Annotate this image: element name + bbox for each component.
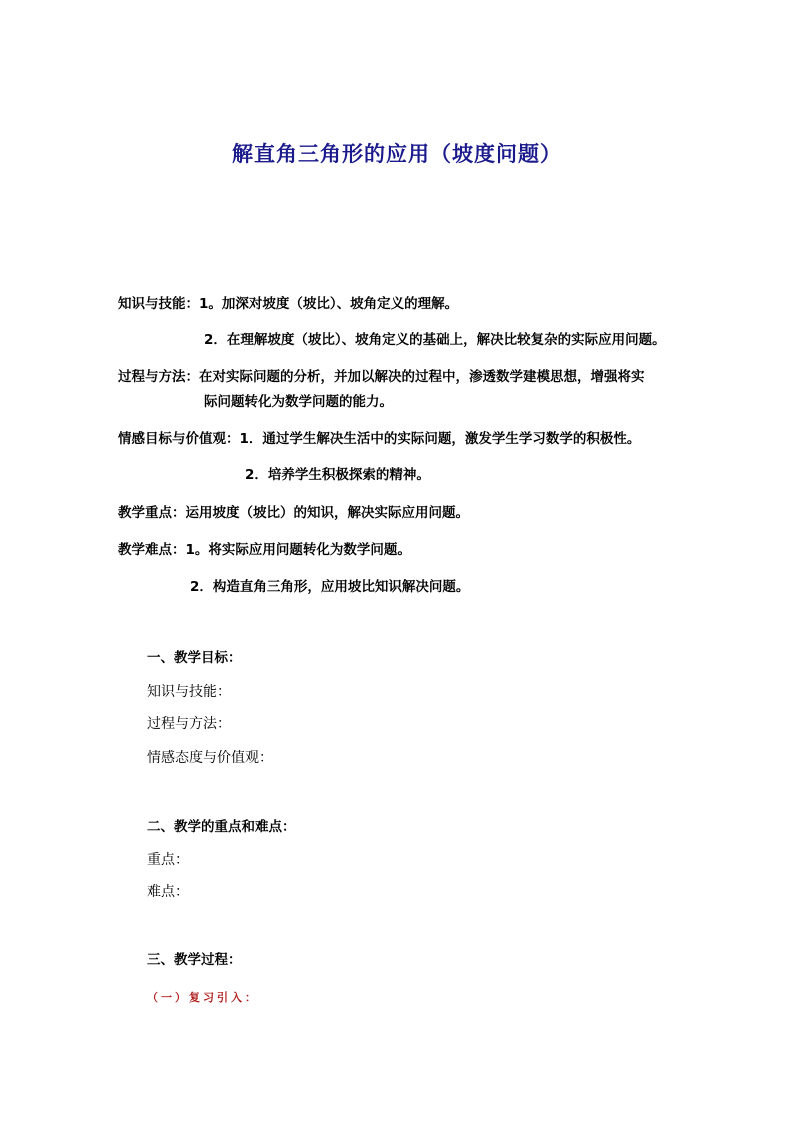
difficulty-line-1 — [118, 542, 411, 558]
process-line-1 — [118, 369, 645, 385]
section3-heading: 三、教学过程： — [147, 952, 242, 968]
emotion-line-1 — [118, 431, 640, 447]
emotion-item-1: 1．通过学生解决生活中的实际问题，激发学生学习数学的积极性。 — [239, 431, 641, 447]
section1-item-process: 过程与方法： — [147, 716, 231, 732]
section1-item-emotion: 情感态度与价值观： — [147, 750, 273, 766]
section2-item-difficulty: 难点： — [147, 884, 189, 900]
knowledge-item-1: 1。加深对坡度（坡比）、坡角定义的理解。 — [199, 296, 459, 312]
section1-item-knowledge: 知识与技能： — [147, 684, 231, 700]
section3-sub-review: （一）复习引入： — [147, 991, 259, 1004]
key-point-line: 教学重点：运用坡度（坡比）的知识，解决实际应用问题。 — [118, 505, 469, 521]
section1-heading: 一、教学目标： — [147, 650, 242, 666]
section2-heading: 二、教学的重点和难点： — [147, 819, 296, 835]
difficulty-item-1: 1。将实际应用问题转化为数学问题。 — [185, 542, 411, 558]
knowledge-item-2: 2．在理解坡度（坡比）、坡角定义的基础上，解决比较复杂的实际应用问题。 — [204, 332, 666, 348]
document-title: 解直角三角形的应用（坡度问题） — [232, 142, 562, 166]
process-text-2: 际问题转化为数学问题的能力。 — [204, 394, 393, 410]
process-label: 过程与方法： — [118, 369, 199, 385]
knowledge-line-1 — [118, 296, 458, 312]
knowledge-label: 知识与技能： — [118, 296, 199, 312]
emotion-label: 情感目标与价值观： — [118, 431, 240, 447]
difficulty-label: 教学难点： — [118, 542, 186, 558]
difficulty-item-2: 2．构造直角三角形，应用坡比知识解决问题。 — [190, 579, 470, 595]
section2-item-key: 重点： — [147, 852, 189, 868]
emotion-item-2: 2．培养学生积极探索的精神。 — [245, 467, 430, 483]
process-text-1: 在对实际问题的分析，并加以解决的过程中，渗透数学建模思想，增强将实 — [199, 369, 645, 385]
